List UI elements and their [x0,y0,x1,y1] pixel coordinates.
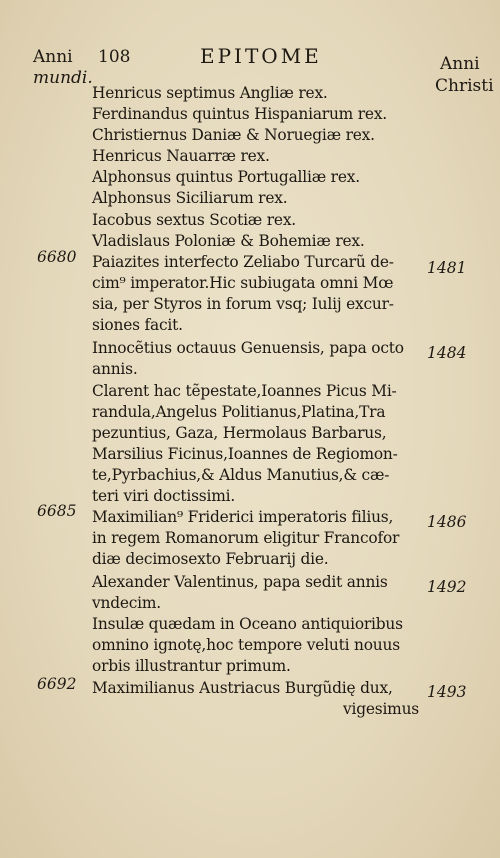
text-line: diæ decimosexto Februarij die. [92,550,329,569]
text-line: siones facit. [92,316,183,335]
year-mundi: 6692 [37,675,77,693]
text-line: te,Pyrbachius,& Aldus Manutius,& cæ- [92,466,390,485]
year-christi: 1493 [427,683,467,701]
year-christi: 1486 [427,513,467,531]
text-line: orbis illustrantur primum. [92,657,291,676]
entry-insulae [92,614,437,677]
text-line: Clarent hac tẽpestate,Ioannes Picus Mi- [92,382,397,400]
year-christi: 1481 [427,259,467,277]
entry-paiazites [92,252,437,336]
text-line: in regem Romanorum eligitur Francofor [92,529,400,548]
year-christi: 1492 [427,578,467,596]
text-line: Ferdinandus quintus Hispaniarum rex. [92,105,387,124]
entry-clarent [92,381,437,508]
page-number: 108 [98,47,131,67]
running-title: EPITOME [200,44,322,68]
header-christi-label: Christi [435,76,494,96]
text-line: Henricus septimus Angliæ rex. [92,84,328,102]
text-line: omnino ignotę,hoc tempore veluti nouus [92,636,400,655]
entry-maximilian-election [92,507,437,570]
entry-maximilianus-burgundy [92,678,437,720]
entry-kings-list [92,83,437,252]
text-line: Henricus Nauarræ rex. [92,147,270,166]
header-mundi-label: mundi. [33,68,93,88]
year-mundi: 6680 [37,248,77,266]
text-line: teri viri doctissimi. [92,487,236,506]
entry-innocentius [92,338,437,380]
entry-alexander [92,572,437,614]
text-line: cim⁹ imperator.Hic subiugata omni Mœ [92,274,394,293]
year-mundi: 6685 [37,502,77,520]
text-line: Vladislaus Poloniæ & Bohemiæ rex. [92,231,365,250]
catchword: vigesimus [342,700,419,719]
text-line: Paiazites interfecto Zeliabo Turcarũ de- [92,253,394,271]
text-line: Maximilian⁹ Friderici imperatoris filius, [92,508,394,526]
text-line: vndecim. [92,594,161,613]
header-anni-mundi-label: Anni [33,47,73,67]
text-line: Alphonsus Siciliarum rex. [92,189,288,208]
text-line: pezuntius, Gaza, Hermolaus Barbarus, [92,424,387,443]
text-line: Alphonsus quintus Portugalliæ rex. [92,168,360,187]
text-line: Iacobus sextus Scotiæ rex. [92,210,297,229]
text-line: Alexander Valentinus, papa sedit annis [92,573,388,591]
text-line: Insulæ quædam in Oceano antiquioribus [92,615,403,633]
text-line: Christiernus Daniæ & Noruegiæ rex. [92,126,375,145]
text-line: Marsilius Ficinus,Ioannes de Regiomon- [92,445,398,464]
text-line: Maximilianus Austriacus Burgũdię dux, [92,679,393,697]
text-line: sia, per Styros in forum vsq; Iulij excur- [92,295,394,314]
text-line: Innocẽtius octauus Genuensis, papa octo [92,339,404,357]
header-anni-christi-label: Anni [440,54,480,74]
text-line: randula,Angelus Politianus,Platina,Tra [92,403,386,422]
text-line: annis. [92,360,138,379]
year-christi: 1484 [427,344,467,362]
